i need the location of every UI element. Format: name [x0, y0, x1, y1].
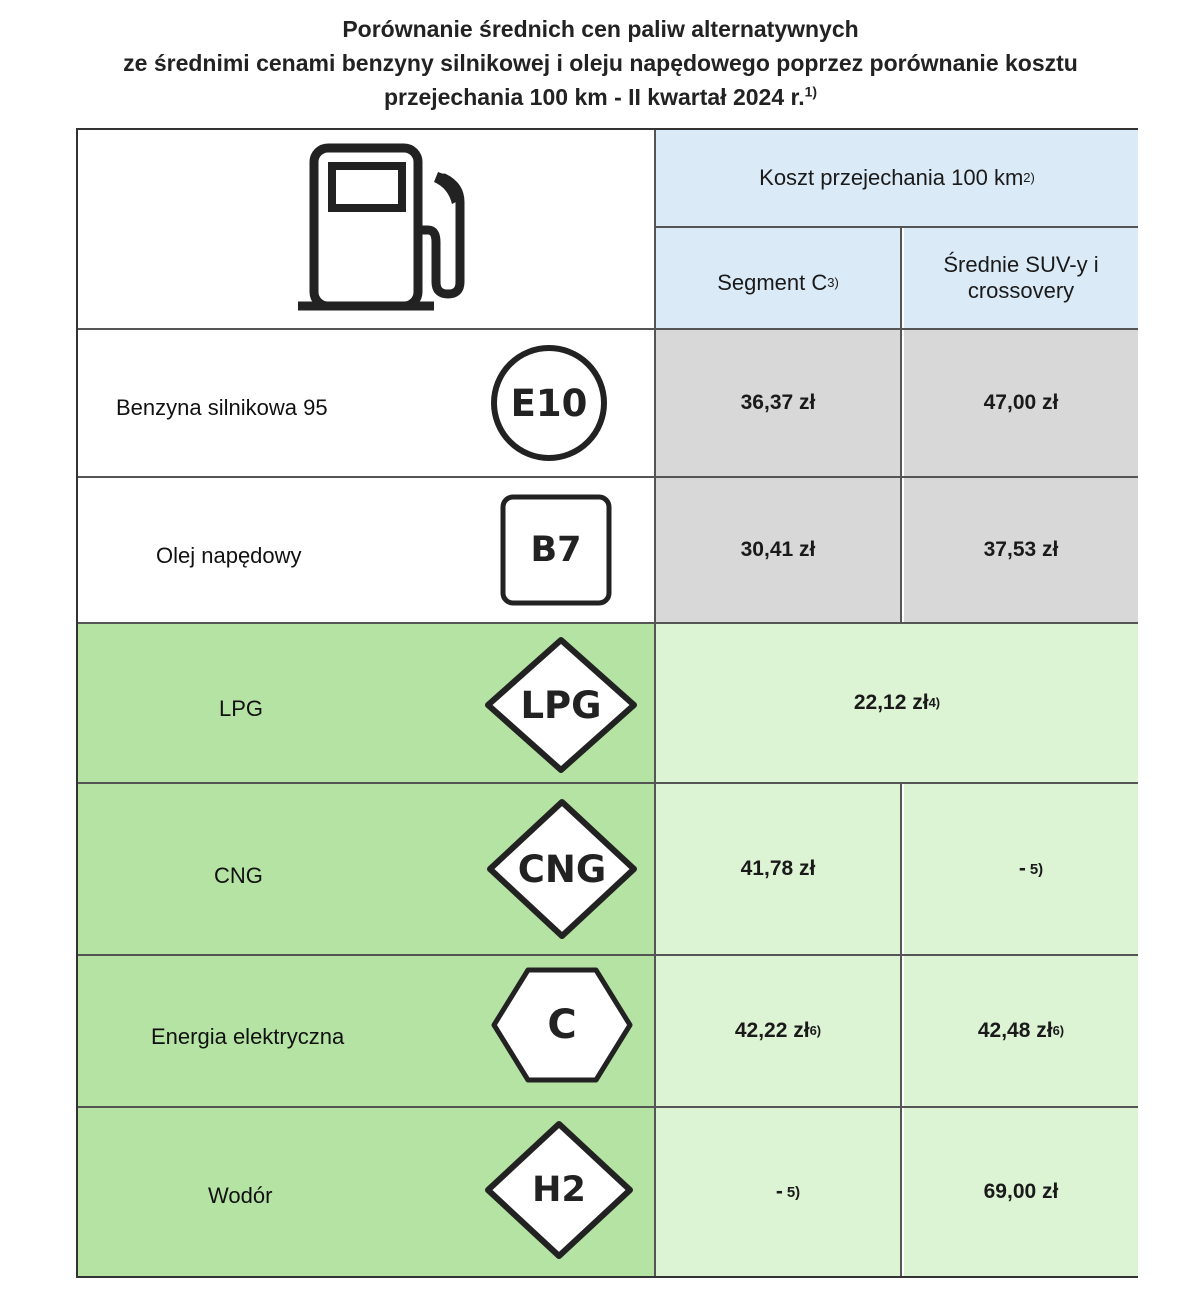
- e10-badge-icon: E10: [490, 344, 608, 462]
- row-wodor-suv: 69,00 zł: [904, 1108, 1138, 1276]
- h2-badge-icon: H2: [484, 1120, 634, 1260]
- grid-line: [78, 782, 1138, 784]
- fuel-pump-icon: [298, 142, 478, 312]
- c-hexagon-badge-icon: C: [490, 966, 634, 1084]
- header-icon-cell: [78, 130, 654, 328]
- b7-badge-icon: B7: [500, 494, 612, 606]
- grid-line: [78, 476, 1138, 478]
- row-olej-seg-c: 30,41 zł: [656, 478, 900, 622]
- fuel-name: Benzyna silnikowa 95: [116, 395, 328, 420]
- row-benzyna-seg-c: 36,37 zł: [656, 330, 900, 476]
- header-segment-c: Segment C 3): [656, 228, 900, 328]
- fuel-name: Wodór: [208, 1183, 273, 1208]
- grid-line: [78, 954, 1138, 956]
- row-energia-seg-c: 42,22 zł 6): [656, 956, 900, 1106]
- row-cng-seg-c: 41,78 zł: [656, 784, 900, 954]
- cost-comparison-table: [76, 128, 1138, 1278]
- title-line-3: przejechania 100 km - II kwartał 2024 r.$^{1)}$: [383, 83, 818, 110]
- title-line-2: ze średnimi cenami benzyny silnikowej i oleju napędowego poprzez porównanie kosztu: [123, 50, 1078, 76]
- row-lpg-merged: 22,12 zł 4): [656, 624, 1138, 782]
- fuel-name: Olej napędowy: [156, 543, 302, 568]
- fuel-name: Energia elektryczna: [151, 1024, 345, 1049]
- header-cost-cell: Koszt przejechania 100 km 2): [656, 130, 1138, 226]
- fuel-name: CNG: [214, 863, 263, 888]
- title-line-1: Porównanie średnich cen paliw alternatywnych: [342, 16, 859, 42]
- page-title: [0, 12, 1201, 114]
- row-energia-suv: 42,48 zł 6): [904, 956, 1138, 1106]
- grid-line: [656, 226, 1138, 228]
- header-suv: Średnie SUV-y i crossovery: [904, 228, 1138, 328]
- row-wodor-seg-c: - 5): [656, 1108, 900, 1276]
- grid-line: [78, 1106, 1138, 1108]
- grid-line: [78, 328, 1138, 330]
- grid-line: [654, 130, 656, 1276]
- fuel-name: LPG: [219, 696, 264, 721]
- grid-line: [900, 784, 902, 1276]
- grid-line: [78, 622, 1138, 624]
- row-benzyna-suv: 47,00 zł: [904, 330, 1138, 476]
- cng-badge-icon: CNG: [486, 798, 638, 940]
- lpg-badge-icon: LPG: [484, 636, 638, 774]
- row-olej-suv: 37,53 zł: [904, 478, 1138, 622]
- grid-line: [900, 228, 902, 624]
- row-cng-suv: - 5): [904, 784, 1138, 954]
